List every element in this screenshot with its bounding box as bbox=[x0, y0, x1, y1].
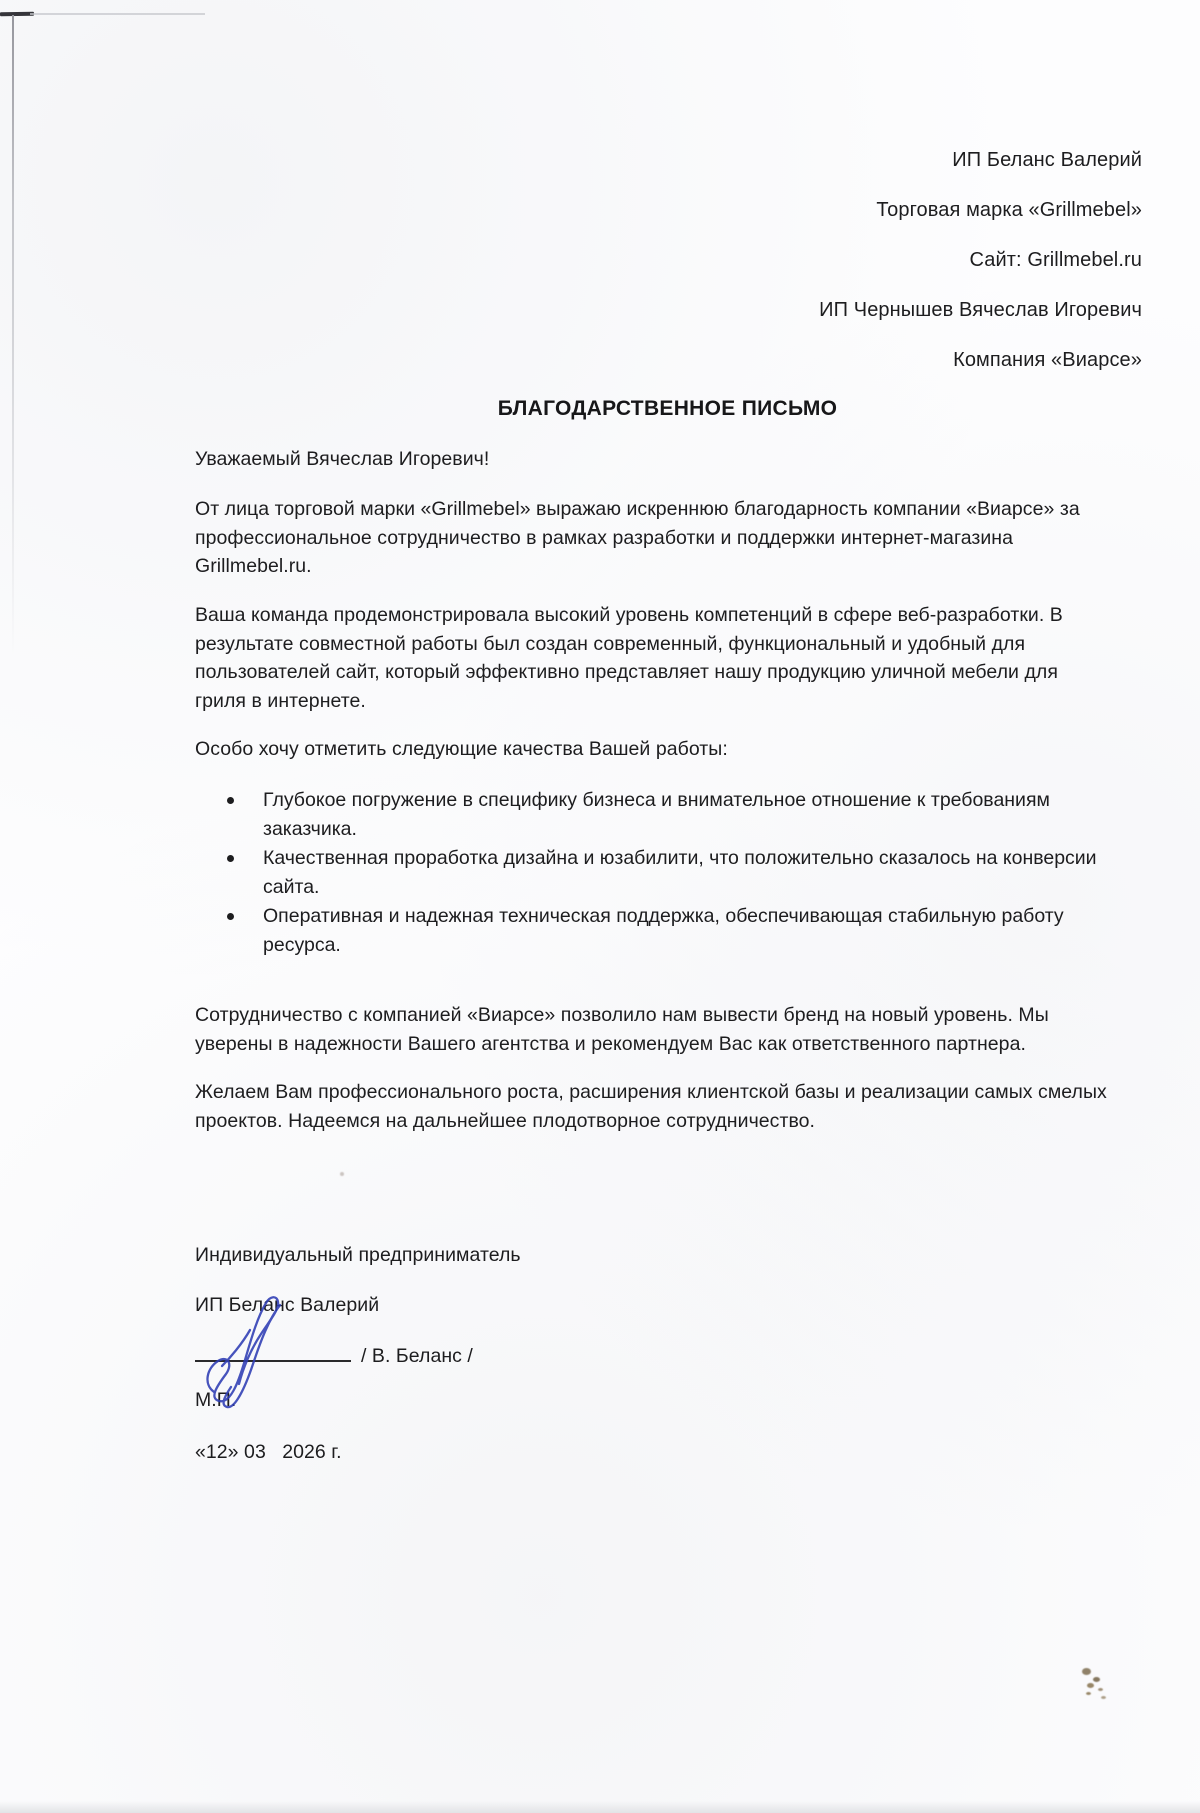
signatory-role: Индивидуальный предприниматель bbox=[195, 1244, 521, 1266]
letterhead-line-brand: Торговая марка «Grillmebel» bbox=[876, 199, 1142, 221]
signature-name-label: / В. Беланс / bbox=[361, 1345, 473, 1367]
paragraph-line: Ваша команда продемонстрировала высокий уровень компетенций в сфере веб-разработки. В bbox=[195, 604, 1063, 626]
list-item bbox=[195, 902, 1155, 960]
paragraph-line: пользователей сайт, который эффективно представляет нашу продукцию уличной мебели для bbox=[195, 661, 1058, 683]
paragraph-team bbox=[195, 601, 1063, 715]
handwritten-signature bbox=[200, 1292, 310, 1412]
greeting-line: Уважаемый Вячеслав Игоревич! bbox=[195, 448, 490, 470]
scan-dust-speck bbox=[340, 1172, 344, 1176]
letterhead-line-company: Компания «Виарсе» bbox=[953, 349, 1142, 371]
letterhead-line-site: Сайт: Grillmebel.ru bbox=[969, 249, 1142, 271]
scan-edge-shadow-bottom bbox=[0, 1801, 1200, 1813]
signatory-name: ИП Беланс Валерий bbox=[195, 1294, 380, 1316]
list-item-line: Глубокое погружение в специфику бизнеса и внимательное отношение к требованиям bbox=[263, 789, 1050, 811]
paragraph-line: От лица торговой марки «Grillmebel» выражаю искреннюю благодарность компании «Виарсе» за bbox=[195, 498, 1080, 520]
letter-title: БЛАГОДАРСТВЕННОЕ ПИСЬМО bbox=[497, 397, 838, 420]
list-item-line: заказчика. bbox=[263, 818, 357, 840]
paragraph-line: результате совместной работы был создан современный, функциональный и удобный для bbox=[195, 632, 1026, 655]
paragraph-wishes bbox=[195, 1078, 1107, 1135]
list-item bbox=[195, 786, 1155, 844]
list-item-line: Оперативная и надежная техническая поддержка, обеспечивающая стабильную работу bbox=[263, 905, 1064, 927]
paragraph-line: профессиональное сотрудничество в рамках разработки и поддержки интернет-магазина bbox=[195, 526, 1014, 549]
paragraph-line: уверены в надежности Вашего агентства и рекомендуем Вас как ответственного партнера. bbox=[195, 1032, 1026, 1055]
list-item bbox=[195, 844, 1155, 902]
list-item-line: Качественная проработка дизайна и юзабилити, что положительно сказалось на конверсии bbox=[263, 847, 1097, 869]
list-lead-line: Особо хочу отметить следующие качества Вашей работы: bbox=[195, 738, 728, 760]
list-item-line: сайта. bbox=[263, 876, 320, 898]
list-item-line: ресурса. bbox=[263, 934, 341, 956]
scan-smudge-stain bbox=[1082, 1668, 1091, 1675]
paragraph-line: Grillmebel.ru. bbox=[195, 555, 312, 577]
paragraph-cooperation bbox=[195, 1001, 1049, 1058]
scan-edge-line-top bbox=[30, 13, 205, 15]
qualities-list bbox=[195, 786, 1155, 960]
letterhead bbox=[819, 135, 1142, 385]
paragraph-line: Желаем Вам профессионального роста, расширения клиентской базы и реализации самых смелых bbox=[195, 1081, 1107, 1103]
scan-edge-line-left bbox=[12, 15, 14, 655]
paragraph-line: проектов. Надеемся на дальнейшее плодотворное сотрудничество. bbox=[195, 1109, 816, 1132]
paragraph-intro bbox=[195, 495, 1080, 581]
paragraph-line: Сотрудничество с компанией «Виарсе» позволило нам вывести бренд на новый уровень. Мы bbox=[195, 1004, 1049, 1026]
scan-edge-artifact-top bbox=[0, 12, 34, 17]
stamp-placeholder-label: М.П. bbox=[195, 1389, 237, 1411]
date-line: «12» 03 2026 г. bbox=[195, 1441, 342, 1463]
paragraph-line: гриля в интернете. bbox=[195, 689, 366, 712]
letterhead-line-recipient: ИП Чернышев Вячеслав Игоревич bbox=[819, 299, 1142, 321]
letterhead-line-sender: ИП Беланс Валерий bbox=[952, 149, 1142, 171]
